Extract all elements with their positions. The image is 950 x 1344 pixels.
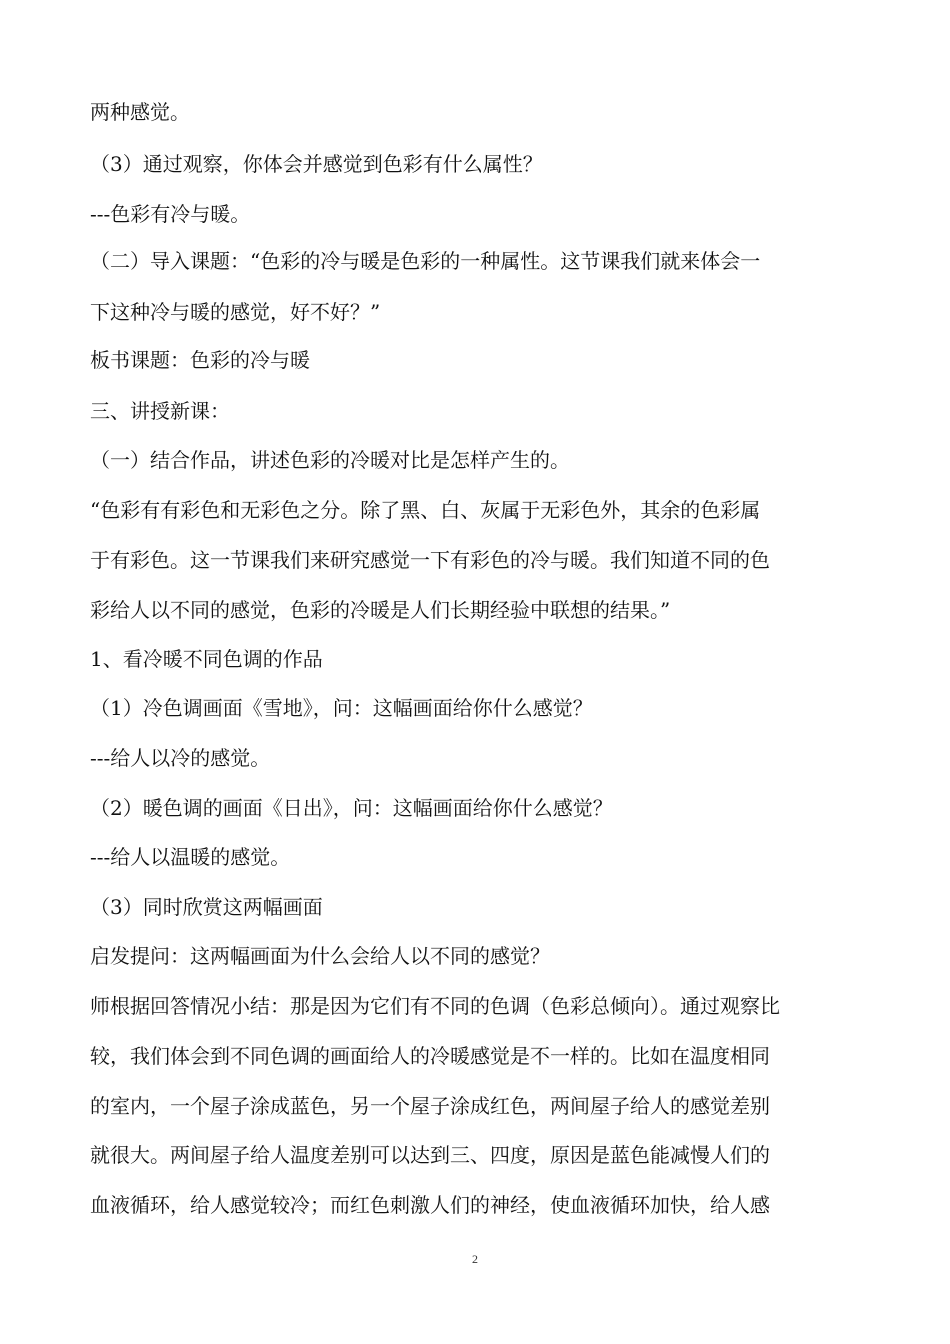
text-line: （1）冷色调画面《雪地》，问：这幅画面给你什么感觉？ (90, 696, 593, 720)
text-line: ---给人以温暖的感觉。 (90, 845, 291, 869)
text-line: （3）同时欣赏这两幅画面 (90, 895, 323, 919)
text-line: （二）导入课题：“色彩的冷与暖是色彩的一种属性。这节课我们就来体会一 (90, 249, 761, 273)
text-line: “色彩有有彩色和无彩色之分。除了黑、白、灰属于无彩色外，其余的色彩属 (90, 498, 761, 522)
text-line: 彩给人以不同的感觉，色彩的冷暖是人们长期经验中联想的结果。” (90, 598, 671, 622)
text-line: 启发提问：这两幅画面为什么会给人以不同的感觉？ (90, 944, 550, 968)
text-line: 两种感觉。 (90, 100, 190, 124)
text-line: 就很大。两间屋子给人温度差别可以达到三、四度，原因是蓝色能减慢人们的 (90, 1143, 770, 1167)
text-line: 的室内，一个屋子涂成蓝色，另一个屋子涂成红色，两间屋子给人的感觉差别 (90, 1094, 770, 1118)
text-line: 师根据回答情况小结：那是因为它们有不同的色调（色彩总倾向）。通过观察比 (90, 994, 780, 1018)
text-line: （2）暖色调的画面《日出》，问：这幅画面给你什么感觉？ (90, 796, 613, 820)
text-line: 三、讲授新课： (90, 399, 230, 423)
text-line: ---给人以冷的感觉。 (90, 746, 271, 770)
text-line: （一）结合作品，讲述色彩的冷暖对比是怎样产生的。 (90, 448, 570, 472)
text-line: 于有彩色。这一节课我们来研究感觉一下有彩色的冷与暖。我们知道不同的色 (90, 548, 770, 572)
text-line: 较，我们体会到不同色调的画面给人的冷暖感觉是不一样的。比如在温度相同 (90, 1044, 770, 1068)
text-line: 1、看冷暖不同色调的作品 (90, 647, 323, 671)
text-line: 下这种冷与暖的感觉，好不好？” (90, 300, 381, 324)
text-line: （3）通过观察，你体会并感觉到色彩有什么属性？ (90, 152, 543, 176)
text-line: 板书课题：色彩的冷与暖 (90, 348, 310, 372)
page-number: 2 (472, 1252, 478, 1266)
text-line: 血液循环，给人感觉较冷；而红色刺激人们的神经，使血液循环加快，给人感 (90, 1193, 770, 1217)
text-line: ---色彩有冷与暖。 (90, 202, 251, 226)
